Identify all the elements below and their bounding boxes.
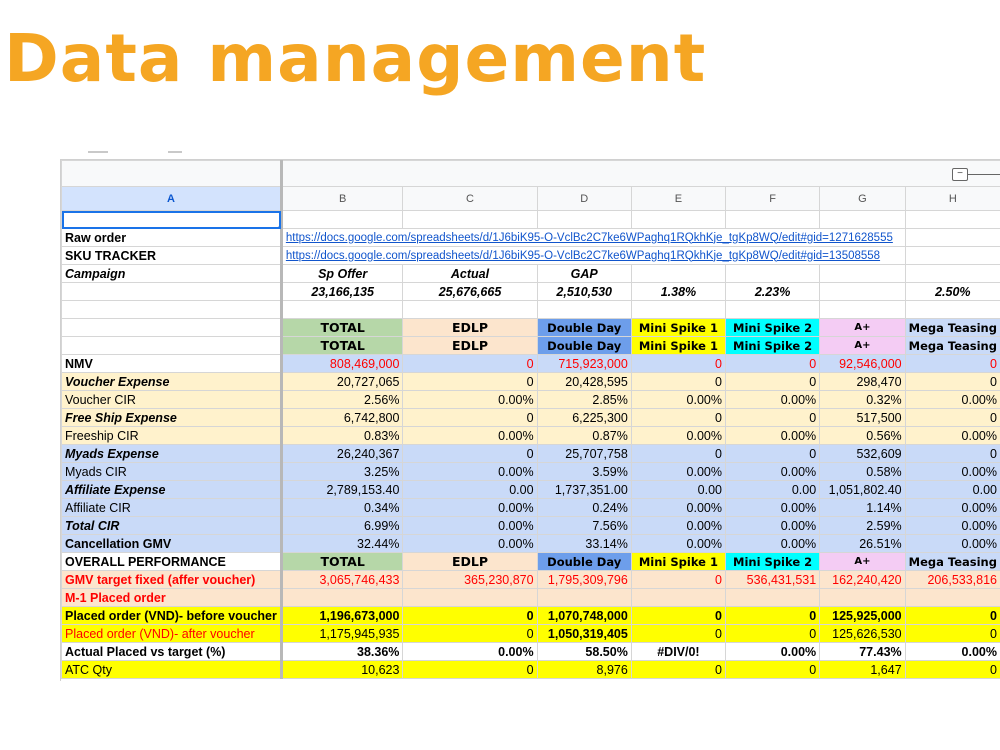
cell-c[interactable]: 0.00 (403, 481, 537, 499)
cell-e[interactable] (631, 589, 725, 607)
cell-f[interactable]: 0 (726, 409, 820, 427)
table-row (62, 661, 1000, 679)
header-double-day[interactable]: Double Day (537, 319, 631, 337)
cell-g[interactable]: 162,240,420 (820, 571, 905, 589)
row-label[interactable]: Affiliate CIR (62, 499, 282, 517)
table-row (62, 409, 1000, 427)
performance-rows (62, 571, 1000, 679)
table-row (62, 301, 1000, 319)
header-mega-teasing[interactable]: Mega Teasing (905, 553, 1000, 571)
table-row (62, 607, 1000, 625)
row-label[interactable]: GMV target fixed (affer voucher) (62, 571, 282, 589)
row-label[interactable]: ATC Qty (62, 661, 282, 679)
metric-rows (62, 355, 1000, 553)
cell-d[interactable]: 33.14% (537, 535, 631, 553)
cell-h[interactable]: 0 (905, 661, 1000, 679)
column-header-g[interactable]: G (820, 187, 905, 211)
cell-b[interactable]: 2,789,153.40 (281, 481, 403, 499)
column-header-h[interactable]: H (905, 187, 1000, 211)
cell-c[interactable]: 0 (403, 373, 537, 391)
toolbar-row (62, 161, 1000, 187)
cell-b[interactable]: 3.25% (281, 463, 403, 481)
toolbar-divider (168, 151, 182, 153)
toolbar-divider (88, 151, 108, 153)
cell-b[interactable]: 6,742,800 (281, 409, 403, 427)
selected-cell[interactable] (62, 211, 282, 229)
cell-h[interactable]: 0.00 (905, 481, 1000, 499)
cell-c[interactable]: 0 (403, 625, 537, 643)
cell-h[interactable]: 0.00% (905, 391, 1000, 409)
cell-e[interactable]: 0.00% (631, 391, 725, 409)
table-row (62, 499, 1000, 517)
cell-h[interactable]: 0 (905, 409, 1000, 427)
row-label[interactable]: Voucher CIR (62, 391, 282, 409)
table-row (62, 445, 1000, 463)
sku-tracker-link[interactable]: https://docs.google.com/spreadsheets/d/1J6biK95-O-VclBc2C7ke6WPaghq1RQkhKje_tgKp8WQ/edit#gid=13508558 (281, 247, 905, 265)
sku-tracker-label[interactable]: SKU TRACKER (62, 247, 282, 265)
cell[interactable] (820, 283, 905, 301)
cell[interactable] (631, 301, 725, 319)
selection-handle[interactable] (278, 225, 282, 229)
cell-f[interactable]: 0.00% (726, 499, 820, 517)
cell-f[interactable]: 0.00% (726, 643, 820, 661)
cell-b[interactable]: 20,727,065 (281, 373, 403, 391)
cell-f[interactable]: 0.00% (726, 427, 820, 445)
cell-f[interactable]: 0.00 (726, 481, 820, 499)
cell-f[interactable]: 0.00% (726, 517, 820, 535)
column-header-b[interactable]: B (281, 187, 403, 211)
table-row (62, 535, 1000, 553)
cell-b[interactable] (281, 589, 403, 607)
cell-e[interactable]: 0 (631, 607, 725, 625)
cell-d[interactable]: 0.24% (537, 499, 631, 517)
header-mini-spike-1[interactable]: Mini Spike 1 (631, 553, 725, 571)
row-label[interactable]: Myads Expense (62, 445, 282, 463)
column-header-f[interactable]: F (726, 187, 820, 211)
row-label[interactable]: Myads CIR (62, 463, 282, 481)
cell-e[interactable]: 0.00 (631, 481, 725, 499)
cell-h[interactable]: 0.00% (905, 463, 1000, 481)
cell[interactable] (62, 319, 282, 337)
header-a-plus[interactable]: A+ (820, 319, 905, 337)
cell-d[interactable]: 715,923,000 (537, 355, 631, 373)
header-double-day[interactable]: Double Day (537, 337, 631, 355)
cell[interactable] (62, 283, 282, 301)
cell[interactable] (905, 247, 1000, 265)
cell-f[interactable] (726, 589, 820, 607)
cell-h[interactable]: 0.00% (905, 427, 1000, 445)
cell[interactable] (537, 211, 631, 229)
header-a-plus[interactable]: A+ (820, 553, 905, 571)
cell-h[interactable]: 0.00% (905, 535, 1000, 553)
header-mega-teasing[interactable]: Mega Teasing (905, 337, 1000, 355)
pct-f[interactable]: 2.23% (726, 283, 820, 301)
cell-d[interactable]: 1,795,309,796 (537, 571, 631, 589)
cell-f[interactable]: 0 (726, 445, 820, 463)
gap-label[interactable]: GAP (537, 265, 631, 283)
table-row (62, 463, 1000, 481)
cell[interactable] (631, 265, 725, 283)
cell-e[interactable]: 0 (631, 373, 725, 391)
cell[interactable] (905, 211, 1000, 229)
cell-e[interactable]: 0 (631, 355, 725, 373)
row-label[interactable]: Placed order (VND)- before voucher (62, 607, 282, 625)
header-mini-spike-2[interactable]: Mini Spike 2 (726, 319, 820, 337)
campaign-label[interactable]: Campaign (62, 265, 282, 283)
header-edlp[interactable]: EDLP (403, 319, 537, 337)
cell-c[interactable] (403, 589, 537, 607)
cell-h[interactable]: 0 (905, 445, 1000, 463)
collapse-group-icon[interactable]: − (952, 168, 968, 181)
row-label[interactable]: NMV (62, 355, 282, 373)
row-label[interactable]: Total CIR (62, 517, 282, 535)
cell[interactable] (403, 211, 537, 229)
cell-c[interactable]: 0 (403, 355, 537, 373)
cell-h[interactable]: 206,533,816 (905, 571, 1000, 589)
cell-e[interactable]: 0.00% (631, 499, 725, 517)
cell-g[interactable]: 1,051,802.40 (820, 481, 905, 499)
cell[interactable] (537, 301, 631, 319)
cell-e[interactable]: 0.00% (631, 427, 725, 445)
overall-performance-label[interactable]: OVERALL PERFORMANCE (62, 553, 282, 571)
cell-g[interactable]: 0.58% (820, 463, 905, 481)
table-row (62, 229, 1000, 247)
cell-h[interactable] (905, 589, 1000, 607)
header-mega-teasing[interactable]: Mega Teasing (905, 319, 1000, 337)
sheet-table (61, 160, 1000, 679)
cell-g[interactable]: 26.51% (820, 535, 905, 553)
cell-e[interactable]: 0 (631, 571, 725, 589)
column-header-row (62, 187, 1000, 211)
cell-g[interactable]: 2.59% (820, 517, 905, 535)
header-total[interactable]: TOTAL (281, 319, 403, 337)
page-title: Data management (4, 20, 707, 97)
actual-value[interactable]: 25,676,665 (403, 283, 537, 301)
column-group-bar (281, 161, 1000, 187)
cell[interactable] (631, 211, 725, 229)
column-header-a[interactable]: A (62, 187, 282, 211)
table-row (62, 355, 1000, 373)
cell-b[interactable]: 3,065,746,433 (281, 571, 403, 589)
cell-b[interactable]: 1,196,673,000 (281, 607, 403, 625)
header-mini-spike-1[interactable]: Mini Spike 1 (631, 337, 725, 355)
table-row (62, 643, 1000, 661)
cell-d[interactable]: 1,737,351.00 (537, 481, 631, 499)
cell-c[interactable]: 0 (403, 409, 537, 427)
cell[interactable] (820, 301, 905, 319)
campaign-header-row (62, 319, 1000, 337)
header-mini-spike-2[interactable]: Mini Spike 2 (726, 337, 820, 355)
column-header-d[interactable]: D (537, 187, 631, 211)
cell[interactable] (62, 301, 282, 319)
cell-h[interactable]: 0 (905, 625, 1000, 643)
header-total[interactable]: TOTAL (281, 553, 403, 571)
actual-label[interactable]: Actual (403, 265, 537, 283)
cell-d[interactable]: 8,976 (537, 661, 631, 679)
cell-c[interactable]: 0.00% (403, 643, 537, 661)
cell[interactable] (905, 265, 1000, 283)
header-a-plus[interactable]: A+ (820, 337, 905, 355)
cell-c[interactable]: 0.00% (403, 427, 537, 445)
cell[interactable] (281, 301, 403, 319)
row-label[interactable]: Freeship CIR (62, 427, 282, 445)
cell-f[interactable]: 0 (726, 625, 820, 643)
cell-f[interactable]: 0 (726, 355, 820, 373)
cell-d[interactable]: 1,050,319,405 (537, 625, 631, 643)
overall-header-row (62, 553, 1000, 571)
cell-h[interactable]: 0 (905, 355, 1000, 373)
cell-h[interactable]: 0.00% (905, 643, 1000, 661)
cell-b[interactable]: 26,240,367 (281, 445, 403, 463)
sp-offer-value[interactable]: 23,166,135 (281, 283, 403, 301)
cell[interactable] (905, 229, 1000, 247)
cell-e[interactable]: 0 (631, 445, 725, 463)
cell-f[interactable]: 536,431,531 (726, 571, 820, 589)
cell-c[interactable]: 0 (403, 661, 537, 679)
header-total[interactable]: TOTAL (281, 337, 403, 355)
cell-f[interactable]: 0.00% (726, 535, 820, 553)
table-row (62, 571, 1000, 589)
table-row (62, 211, 1000, 229)
table-row (62, 427, 1000, 445)
cell-h[interactable]: 0 (905, 607, 1000, 625)
raw-order-label[interactable]: Raw order (62, 229, 282, 247)
row-label[interactable]: Free Ship Expense (62, 409, 282, 427)
cell-c[interactable]: 0.00% (403, 391, 537, 409)
cell-g[interactable]: 1,647 (820, 661, 905, 679)
cell[interactable] (905, 301, 1000, 319)
row-label[interactable]: Affiliate Expense (62, 481, 282, 499)
cell-b[interactable]: 38.36% (281, 643, 403, 661)
cell[interactable] (820, 211, 905, 229)
header-mini-spike-2[interactable]: Mini Spike 2 (726, 553, 820, 571)
cell-d[interactable]: 6,225,300 (537, 409, 631, 427)
column-header-c[interactable]: C (403, 187, 537, 211)
cell-g[interactable]: 517,500 (820, 409, 905, 427)
cell-g[interactable]: 298,470 (820, 373, 905, 391)
cell-g[interactable]: 125,626,530 (820, 625, 905, 643)
pct-e[interactable]: 1.38% (631, 283, 725, 301)
cell-c[interactable]: 0 (403, 445, 537, 463)
row-label[interactable]: Cancellation GMV (62, 535, 282, 553)
cell-f[interactable]: 0.00% (726, 391, 820, 409)
cell-c[interactable]: 365,230,870 (403, 571, 537, 589)
cell-e[interactable]: 0 (631, 409, 725, 427)
cell-f[interactable]: 0 (726, 607, 820, 625)
cell-d[interactable]: 58.50% (537, 643, 631, 661)
cell-g[interactable] (820, 589, 905, 607)
row-label[interactable]: Actual Placed vs target (%) (62, 643, 282, 661)
header-edlp[interactable]: EDLP (403, 553, 537, 571)
table-row (62, 265, 1000, 283)
cell-d[interactable]: 7.56% (537, 517, 631, 535)
cell-h[interactable]: 0 (905, 373, 1000, 391)
cell-c[interactable]: 0.00% (403, 517, 537, 535)
cell[interactable] (726, 265, 820, 283)
cell[interactable] (726, 301, 820, 319)
cell-b[interactable]: 6.99% (281, 517, 403, 535)
corner-cell[interactable] (62, 161, 282, 187)
cell[interactable] (62, 337, 282, 355)
cell-d[interactable]: 1,070,748,000 (537, 607, 631, 625)
cell-c[interactable]: 0.00% (403, 499, 537, 517)
cell-d[interactable]: 20,428,595 (537, 373, 631, 391)
campaign-header-row (62, 337, 1000, 355)
table-row (62, 589, 1000, 607)
row-label[interactable]: M-1 Placed order (62, 589, 282, 607)
cell-f[interactable]: 0 (726, 661, 820, 679)
cell-e[interactable]: 0.00% (631, 535, 725, 553)
cell-h[interactable]: 0.00% (905, 517, 1000, 535)
cell-b[interactable]: 808,469,000 (281, 355, 403, 373)
cell-b[interactable]: 32.44% (281, 535, 403, 553)
table-row (62, 517, 1000, 535)
group-line (968, 174, 1000, 175)
cell-d[interactable] (537, 589, 631, 607)
spreadsheet-grid[interactable] (60, 159, 1000, 681)
table-row (62, 283, 1000, 301)
cell-d[interactable]: 25,707,758 (537, 445, 631, 463)
gap-value[interactable]: 2,510,530 (537, 283, 631, 301)
pct-h[interactable]: 2.50% (905, 283, 1000, 301)
header-mini-spike-1[interactable]: Mini Spike 1 (631, 319, 725, 337)
cell[interactable] (820, 265, 905, 283)
cell-d[interactable]: 3.59% (537, 463, 631, 481)
cell[interactable] (281, 211, 403, 229)
cell-e[interactable]: 0 (631, 661, 725, 679)
cell-e[interactable]: 0 (631, 625, 725, 643)
header-double-day[interactable]: Double Day (537, 553, 631, 571)
table-row (62, 391, 1000, 409)
cell-e[interactable]: 0.00% (631, 517, 725, 535)
raw-order-link[interactable]: https://docs.google.com/spreadsheets/d/1J6biK95-O-VclBc2C7ke6WPaghq1RQkhKje_tgKp8WQ/edit#gid=1271628555 (281, 229, 905, 247)
header-edlp[interactable]: EDLP (403, 337, 537, 355)
cell-e[interactable]: 0.00% (631, 463, 725, 481)
cell-b[interactable]: 2.56% (281, 391, 403, 409)
cell-g[interactable]: 1.14% (820, 499, 905, 517)
cell-d[interactable]: 0.87% (537, 427, 631, 445)
cell-g[interactable]: 77.43% (820, 643, 905, 661)
cell-f[interactable]: 0 (726, 373, 820, 391)
cell-c[interactable]: 0.00% (403, 535, 537, 553)
column-header-e[interactable]: E (631, 187, 725, 211)
table-row (62, 481, 1000, 499)
cell-g[interactable]: 0.32% (820, 391, 905, 409)
cell-e[interactable]: #DIV/0! (631, 643, 725, 661)
cell[interactable] (403, 301, 537, 319)
cell-f[interactable]: 0.00% (726, 463, 820, 481)
cell-d[interactable]: 2.85% (537, 391, 631, 409)
cell-c[interactable]: 0.00% (403, 463, 537, 481)
cell-g[interactable]: 92,546,000 (820, 355, 905, 373)
table-row (62, 247, 1000, 265)
cell-g[interactable]: 0.56% (820, 427, 905, 445)
sp-offer-label[interactable]: Sp Offer (281, 265, 403, 283)
cell-g[interactable]: 125,925,000 (820, 607, 905, 625)
row-label[interactable]: Placed order (VND)- after voucher (62, 625, 282, 643)
row-label[interactable]: Voucher Expense (62, 373, 282, 391)
cell-g[interactable]: 532,609 (820, 445, 905, 463)
cell-h[interactable]: 0.00% (905, 499, 1000, 517)
cell-b[interactable]: 10,623 (281, 661, 403, 679)
cell-b[interactable]: 1,175,945,935 (281, 625, 403, 643)
table-row (62, 625, 1000, 643)
cell-b[interactable]: 0.83% (281, 427, 403, 445)
cell-b[interactable]: 0.34% (281, 499, 403, 517)
table-row (62, 373, 1000, 391)
cell-c[interactable]: 0 (403, 607, 537, 625)
cell[interactable] (726, 211, 820, 229)
